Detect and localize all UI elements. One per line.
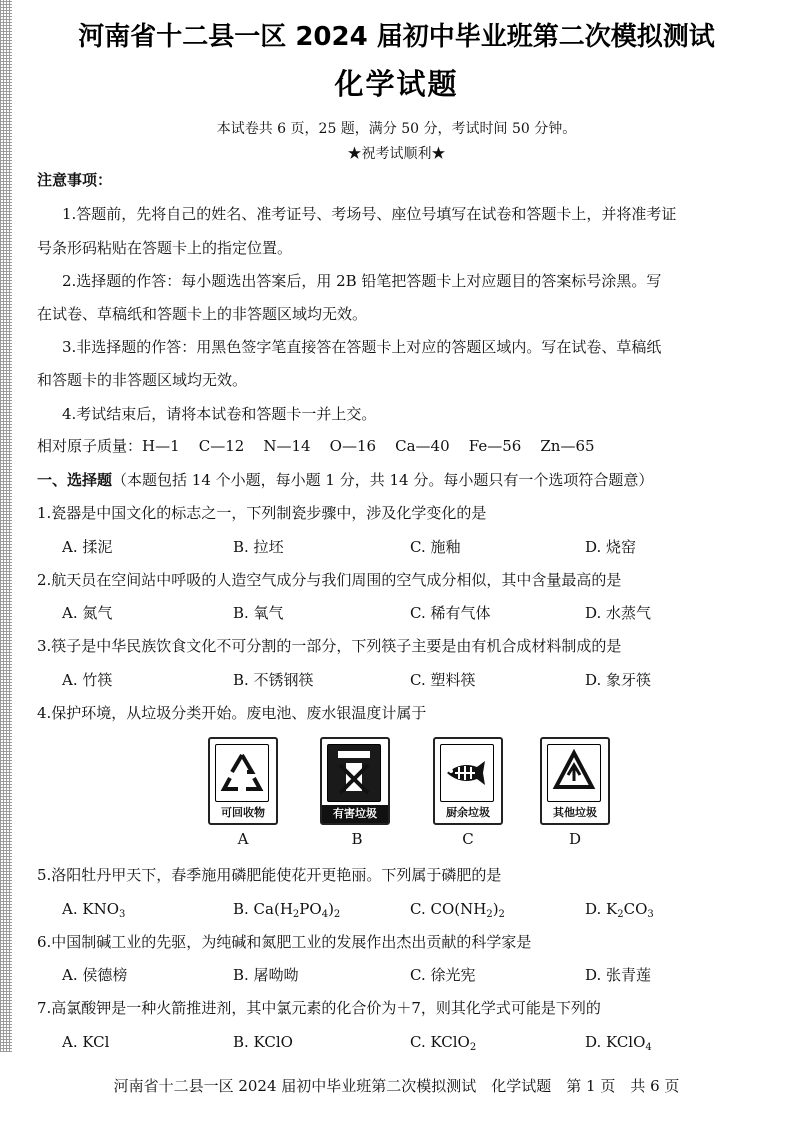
battery-crossed-icon — [328, 745, 380, 801]
option-d — [585, 899, 654, 925]
option-c: C. 稀有气体 — [410, 604, 491, 622]
option-a: A — [237, 830, 249, 848]
formula-subscript: 4 — [645, 1042, 652, 1053]
option-b: B. 拉坯 — [233, 538, 284, 556]
question-stem: 5.洛阳牡丹甲天下，春季施用磷肥能使花开更艳丽。下列属于磷肥的是 — [37, 866, 502, 884]
question-stem: 4.保护环境，从垃圾分类开始。废电池、废水银温度计属于 — [37, 704, 427, 722]
kitchen-waste-bin-icon — [433, 737, 503, 825]
option-a: A. 揉泥 — [62, 538, 113, 556]
formula-subscript: 2 — [498, 909, 505, 920]
icon-caption: 厨余垃圾 — [446, 806, 490, 819]
option-a: A. 侯德榜 — [62, 966, 128, 984]
question-stem: 3.筷子是中华民族饮食文化不可分割的一部分，下列筷子主要是由有机合成材料制成的是 — [37, 637, 622, 655]
question-stem: 6.中国制碱工业的先驱，为纯碱和氮肥工业的发展作出杰出贡献的科学家是 — [37, 933, 532, 951]
atomic-mass-line — [37, 436, 595, 456]
formula-text: CO — [623, 900, 648, 918]
fish-bone-icon — [441, 745, 493, 801]
option-d: D. 烧窑 — [585, 538, 637, 556]
option-b: B. 氧气 — [233, 604, 284, 622]
notice-line: 2.选择题的作答：每小题选出答案后，用 2B 铅笔把答题卡上对应题目的答案标号涂黑。写 — [62, 272, 662, 290]
formula-text: ) — [328, 900, 334, 918]
formula-text: D. K — [585, 900, 618, 918]
formula-text: C. KClO — [410, 1033, 470, 1051]
formula-subscript: 3 — [647, 909, 654, 920]
option-b — [233, 899, 340, 925]
formula-subscript: 2 — [333, 909, 341, 920]
option-c: C. 徐光宪 — [410, 966, 476, 984]
formula-subscript: 2 — [617, 909, 624, 920]
option-b: B. 屠呦呦 — [233, 966, 299, 984]
formula-subscript: 3 — [119, 909, 126, 920]
notice-line: 1.答题前，先将自己的姓名、准考证号、考场号、座位号填写在试卷和答题卡上，并将准考证 — [62, 205, 677, 223]
recyclable-bin-icon — [208, 737, 278, 825]
atomic-mass-item: N—14 — [263, 437, 311, 455]
notice-heading: 注意事项： — [37, 171, 113, 189]
formula-subscript: 2 — [292, 909, 300, 920]
section-heading: 一、选择题 — [37, 471, 113, 489]
formula-subscript: 2 — [486, 909, 493, 920]
formula-text: A. KCl — [62, 1033, 110, 1051]
triangle-arrows-icon — [548, 745, 600, 801]
section-note: （本题包括 14 个小题，每小题 1 分，共 14 分。每小题只有一个选项符合题意） — [112, 471, 654, 489]
atomic-mass-item: C—12 — [198, 437, 245, 455]
option-d: D. 张青莲 — [585, 966, 652, 984]
recycle-arrows-icon — [216, 745, 268, 801]
option-a: A. 氮气 — [62, 604, 113, 622]
option-a: A. 竹筷 — [62, 671, 113, 689]
option-d: D — [568, 830, 582, 848]
exam-wish: ★祝考试顺利★ — [347, 146, 446, 162]
option-b: B. 不锈钢筷 — [233, 671, 314, 689]
notice-line: 3.非选择题的作答：用黑色签字笔直接答在答题卡上对应的答题区域内。写在试卷、草稿纸 — [62, 338, 662, 356]
formula-text: B. Ca(H — [233, 900, 293, 918]
option-c: C. 施釉 — [410, 538, 461, 556]
formula-text: D. KClO — [585, 1033, 646, 1051]
option-c — [410, 899, 505, 925]
atomic-mass-item: O—16 — [329, 437, 377, 455]
formula-text: ) — [492, 900, 499, 918]
option-a — [62, 899, 125, 925]
question-stem: 7.高氯酸钾是一种火箭推进剂，其中氯元素的化合价为＋7，则其化学式可能是下列的 — [37, 999, 601, 1017]
notice-line: 在试卷、草稿纸和答题卡上的非答题区域均无效。 — [37, 305, 368, 323]
atomic-mass-item: Ca—40 — [395, 437, 450, 455]
formula-text: A. KNO — [62, 900, 119, 918]
icon-caption: 其他垃圾 — [553, 806, 597, 819]
option-b: B — [351, 830, 363, 848]
icon-caption: 可回收物 — [221, 806, 265, 819]
other-waste-bin-icon — [540, 737, 610, 825]
formula-subscript: 4 — [321, 909, 329, 920]
atomic-mass-item: H—1 — [142, 437, 180, 455]
atomic-mass-item: Zn—65 — [540, 437, 595, 455]
notice-line: 号条形码粘贴在答题卡上的指定位置。 — [37, 239, 293, 257]
page-title: 河南省十二县一区 2024 届初中毕业班第二次模拟测试 — [78, 22, 715, 52]
formula-subscript: 2 — [469, 1042, 477, 1053]
formula-text: C. CO(NH — [410, 900, 487, 918]
hazardous-bin-icon — [320, 737, 390, 825]
formula-text: PO — [299, 900, 322, 918]
exam-info: 本试卷共 6 页，25 题，满分 50 分，考试时间 50 分钟。 — [216, 121, 577, 137]
page-footer: 河南省十二县一区 2024 届初中毕业班第二次模拟测试 化学试题 第 1 页 共 6 页 — [113, 1077, 680, 1095]
option-c — [410, 1032, 476, 1058]
section-heading-line — [37, 470, 653, 490]
atomic-mass-item: Fe—56 — [468, 437, 522, 455]
atomic-mass-label: 相对原子质量： — [37, 437, 143, 455]
option-d: D. 水蒸气 — [585, 604, 652, 622]
option-c: C — [462, 830, 474, 848]
option-d — [585, 1032, 652, 1058]
option-d: D. 象牙筷 — [585, 671, 652, 689]
icon-caption: 有害垃圾 — [322, 805, 388, 823]
notice-line: 和答题卡的非答题区域均无效。 — [37, 371, 248, 389]
question-stem: 2.航天员在空间站中呼吸的人造空气成分与我们周围的空气成分相似，其中含量最高的是 — [37, 571, 622, 589]
notice-line: 4.考试结束后，请将本试卷和答题卡一并上交。 — [62, 405, 377, 423]
option-b — [233, 1032, 293, 1052]
option-a — [62, 1032, 109, 1052]
question-stem: 1.瓷器是中国文化的标志之一，下列制瓷步骤中，涉及化学变化的是 — [37, 504, 487, 522]
page-subtitle: 化学试题 — [334, 67, 459, 101]
option-c: C. 塑料筷 — [410, 671, 476, 689]
formula-text: B. KClO — [233, 1033, 293, 1051]
